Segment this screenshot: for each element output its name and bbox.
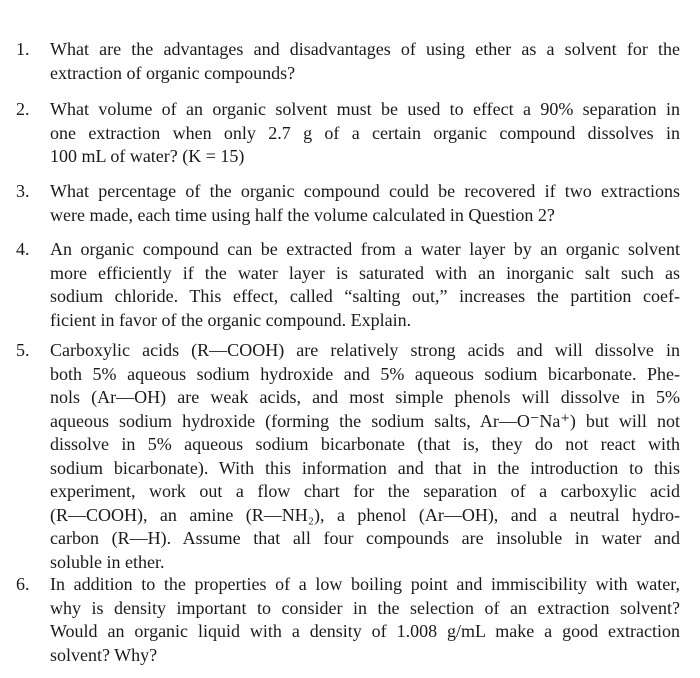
question-line: sodium bicarbonate). With this information and that in the introduction to this [50,457,680,478]
question-line: Carboxylic acids (R—COOH) are relatively strong acids and will dissolve in [50,340,680,360]
question-number: 1. [16,39,30,59]
question-text [50,238,680,332]
question-line: 100 mL of water? (K = 15) [50,146,245,166]
question-text [50,98,680,169]
question-line: experiment, work out a flow chart for the separation of a carboxylic acid [50,481,680,501]
question-line: aqueous sodium hydroxide (forming the sodium salts, Ar—O⁻Na⁺) but will not [50,410,680,431]
question-line: An organic compound can be extracted from a water layer by an organic solvent [50,239,680,259]
question-text [50,339,680,574]
question-line: more efficiently if the water layer is saturated with an inorganic salt such as [50,262,680,283]
question-line: sodium chloride. This effect, called “salting out,” increases the partition coef- [50,286,680,306]
question-line: were made, each time using half the volume calculated in Question 2? [50,204,555,225]
question-text [50,573,680,667]
question-line: carbon (R—H). Assume that all four compounds are insoluble in water and [50,528,680,548]
question-line: Would an organic liquid with a density of 1.008 g/mL make a good extraction [50,621,680,641]
question-line: extraction of organic compounds? [50,62,296,83]
question-line: What volume of an organic solvent must be used to effect a 90% separation in [50,99,680,119]
question-line: nols (Ar—OH) are weak acids, and most simple phenols will dissolve in 5% [50,387,680,407]
question-text [50,38,680,85]
question-line: both 5% aqueous sodium hydroxide and 5% aqueous sodium bicarbonate. Phe- [50,363,680,384]
question-line: In addition to the properties of a low boiling point and immiscibility with water, [50,574,680,594]
question-line: why is density important to consider in the selection of an extraction solvent? [50,597,680,618]
question-line: dissolve in 5% aqueous sodium bicarbonate (that is, they do not react with [50,434,680,454]
question-line: soluble in ether. [50,551,165,572]
question-text [50,180,680,227]
question-number: 4. [16,239,30,259]
question-number: 5. [16,340,30,360]
question-number: 2. [16,99,30,119]
question-number: 6. [16,574,30,594]
question-line: one extraction when only 2.7 g of a certain organic compound dissolves in [50,122,680,143]
question-line: (R—COOH), an amine (R—NH₂), a phenol (Ar—OH), and a neutral hydro- [50,504,680,525]
question-line: solvent? Why? [50,644,158,665]
question-line: ficient in favor of the organic compound. Explain. [50,309,412,330]
question-line: What are the advantages and disadvantages of using ether as a solvent for the [50,39,680,59]
question-number: 3. [16,181,30,201]
question-line: What percentage of the organic compound could be recovered if two extractions [50,181,680,201]
